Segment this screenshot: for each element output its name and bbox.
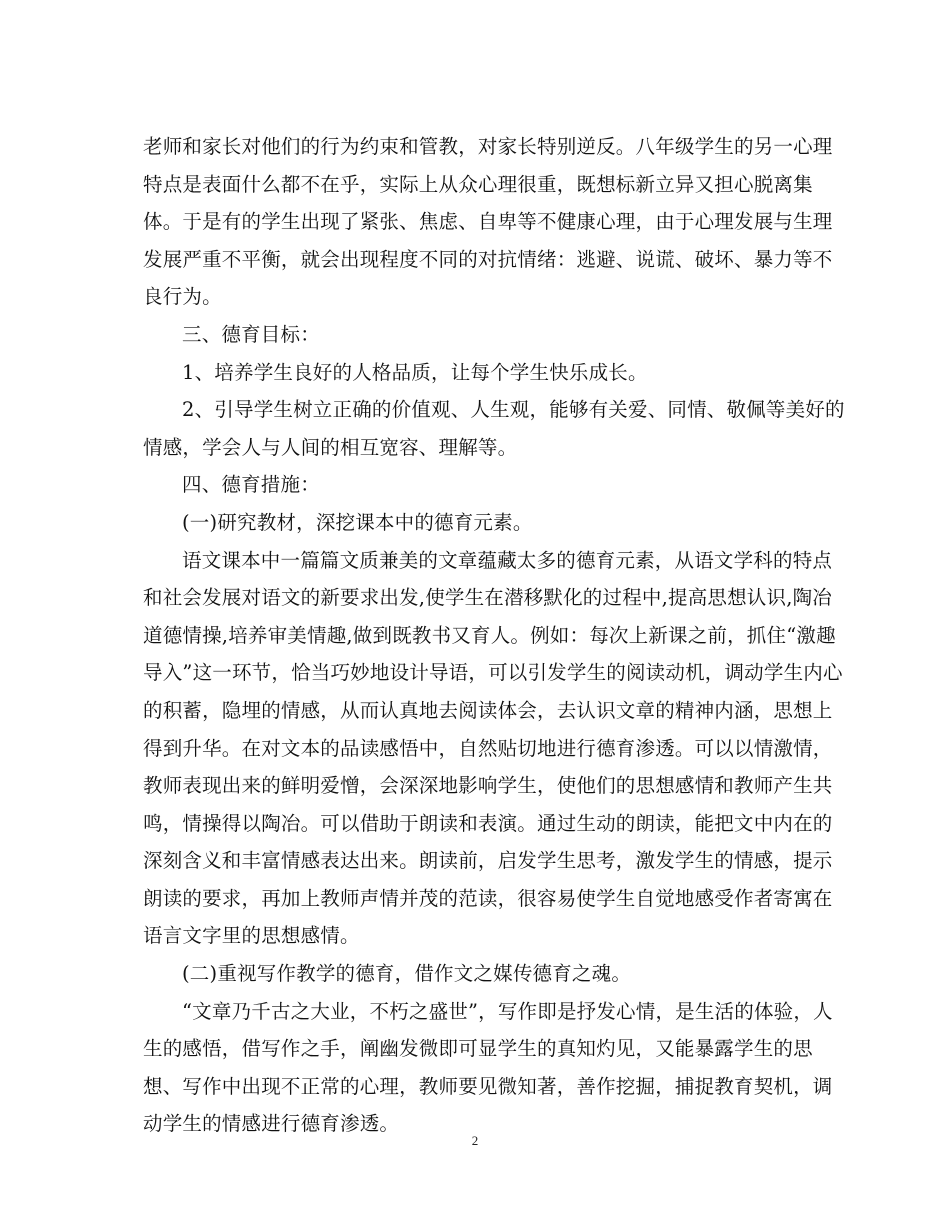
text-line: 鸣，情操得以陶冶。可以借助于朗读和表演。通过生动的朗读，能把文中内在的 <box>143 811 833 835</box>
text-line: 良行为。 <box>143 285 222 309</box>
text-line: 老师和家长对他们的行为约束和管教，对家长特别逆反。八年级学生的另一心理 <box>143 135 833 158</box>
section-heading: 三、德育目标： <box>182 322 320 346</box>
text-line: 导入”这一环节，恰当巧妙地设计导语，可以引发学生的阅读动机，调动学生内心 <box>143 661 843 685</box>
text-line: 发展严重不平衡，就会出现程度不同的对抗情绪：逃避、说谎、破坏、暴力等不 <box>143 247 833 271</box>
paragraph-start: “文章乃千古之大业，不朽之盛世”，写作即是抒发心情，是生活的体验，人 <box>182 999 833 1023</box>
page-number: 2 <box>471 1133 479 1148</box>
text-line: 教师表现出来的鲜明爱憎，会深深地影响学生，使他们的思想感情和教师产生共 <box>143 774 833 798</box>
text-line: 道德情操,培养审美情趣,做到既教书又育人。例如：每次上新课之前，抓住“激趣 <box>143 623 836 647</box>
text-line: 体。于是有的学生出现了紧张、焦虑、自卑等不健康心理，由于心理发展与生理 <box>143 210 833 234</box>
text-line: 想、写作中出现不正常的心理，教师要见微知著，善作挖掘，捕捉教育契机，调 <box>143 1074 833 1098</box>
subsection-heading: (一)研究教材，深挖课本中的德育元素。 <box>182 510 533 534</box>
text-line: 深刻含义和丰富情感表达出来。朗读前，启发学生思考，激发学生的情感，提示 <box>143 849 833 873</box>
text-line: 和社会发展对语文的新要求出发,使学生在潜移默化的过程中,提高思想认识,陶冶 <box>143 586 832 610</box>
text-line: 语言文字里的思想感情。 <box>143 924 360 948</box>
text-line: 情感，学会人与人间的相互宽容、理解等。 <box>143 435 518 459</box>
text-line: 的积蓄，隐埋的情感，从而认真地去阅读体会，去认识文章的精神内涵，思想上 <box>143 698 833 722</box>
text-line: 得到升华。在对文本的品读感悟中，自然贴切地进行德育渗透。可以以情激情， <box>143 736 833 760</box>
text-line: 动学生的情感进行德育渗透。 <box>143 1112 400 1136</box>
list-item: 2、引导学生树立正确的价值观、人生观，能够有关爱、同情、敬佩等美好的 <box>182 398 845 422</box>
list-item: 1、培养学生良好的人格品质，让每个学生快乐成长。 <box>182 360 648 384</box>
text-line: 生的感悟，借写作之手，阐幽发微即可显学生的真知灼见，又能暴露学生的思 <box>143 1037 813 1061</box>
paragraph-start: 语文课本中一篇篇文质兼美的文章蕴藏太多的德育元素，从语文学科的特点 <box>182 548 833 572</box>
text-line: 特点是表面什么都不在乎，实际上从众心理很重，既想标新立异又担心脱离集 <box>143 172 813 196</box>
section-heading: 四、德育措施： <box>182 473 320 497</box>
body-text <box>143 128 845 1143</box>
text-line: 朗读的要求，再加上教师声情并茂的范读，很容易使学生自觉地感受作者寄寓在 <box>143 886 833 910</box>
subsection-heading: (二)重视写作教学的德育，借作文之媒传德育之魂。 <box>182 962 632 986</box>
